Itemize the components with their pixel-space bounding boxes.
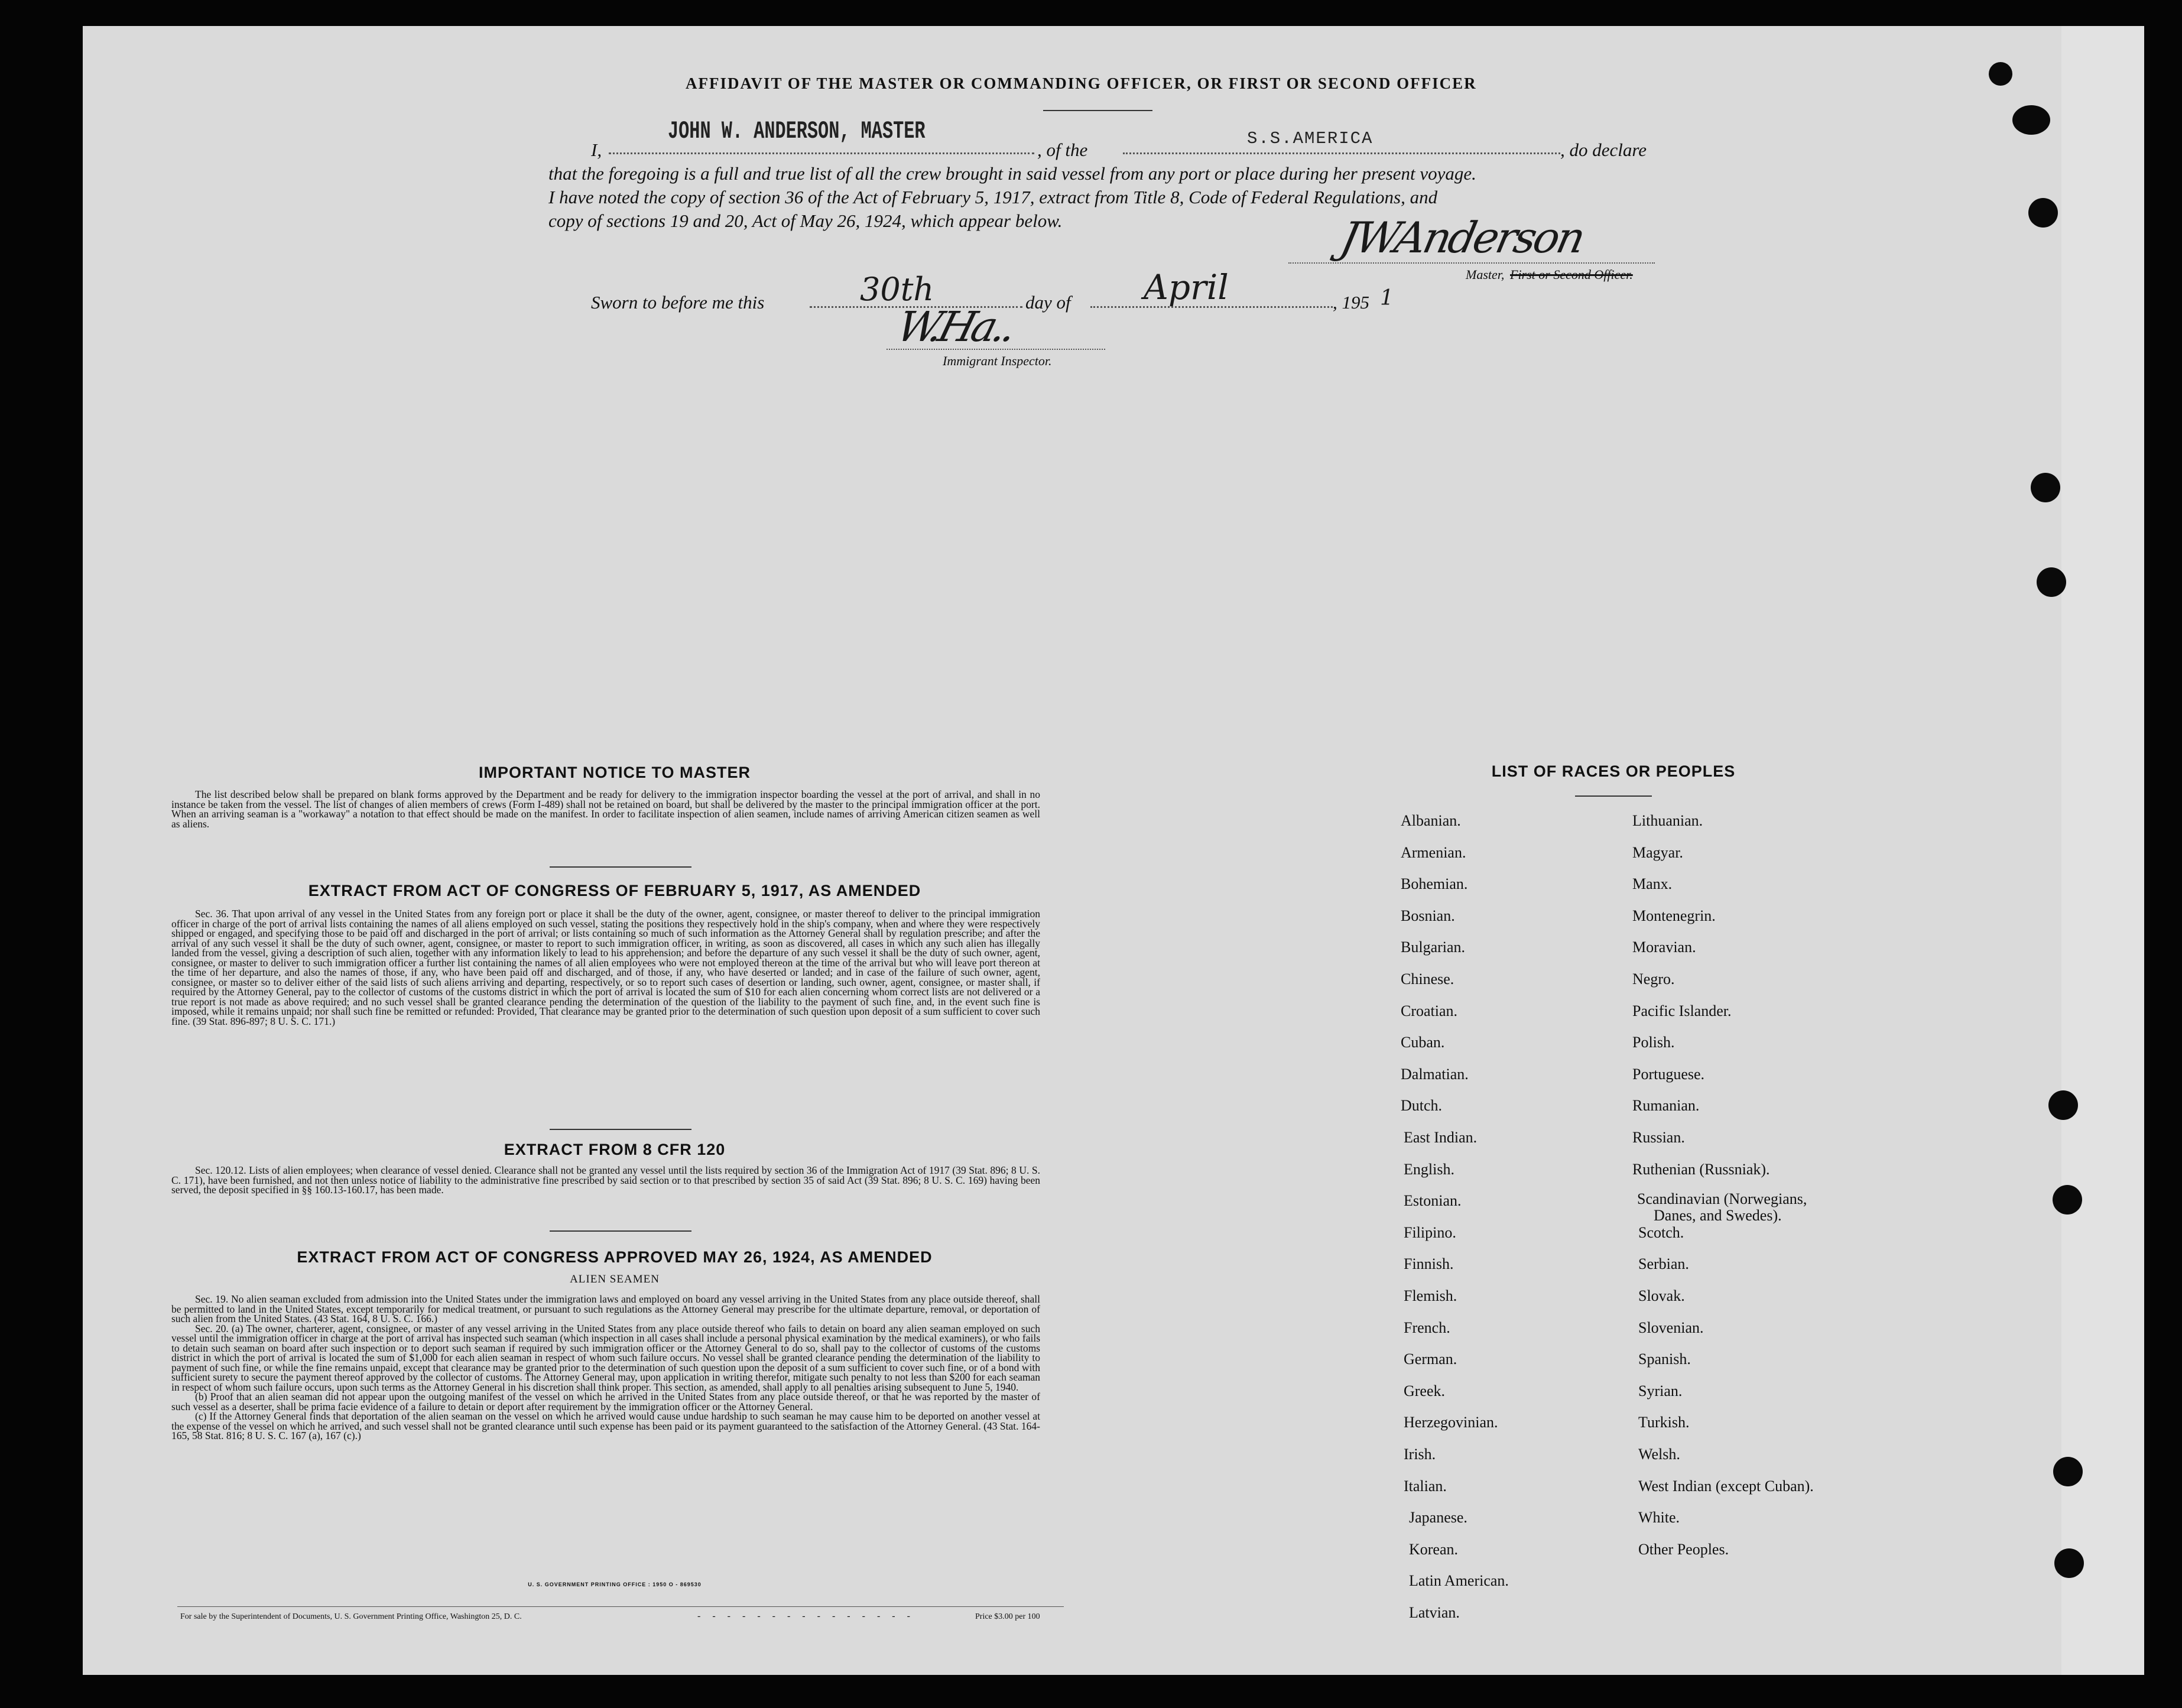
punch-hole	[2037, 567, 2066, 597]
alien-seamen-subtitle: ALIEN SEAMEN	[570, 1273, 660, 1285]
race-item: Latvian.	[1409, 1604, 1460, 1621]
cfr-body: Sec. 120.12. Lists of alien employees; when clearance of vessel denied. Clearance shall not be granted any vessel until the lists required by section 36 of the Immigration Act of 1917 (39 Stat. 896; 8 U. S. C. 171), have been furnished, and not then unless notice of liability to the administrative fine prescribed by said section or to that prescribed by section 35 of said Act (39 Stat. 896; 8 U. S. C. 169) having been served, the deposit specified in §§ 160.13-160.17, has been made.	[171, 1164, 1040, 1196]
race-item: Japanese.	[1409, 1509, 1467, 1527]
race-item: French.	[1404, 1319, 1450, 1336]
footer-dashes: - - - - - - - - - - - - - - -	[697, 1611, 915, 1621]
sec-20b: (b) Proof that an alien seaman did not appear upon the outgoing manifest of the vessel on which he arrived in the United States from any place outside thereof, or that he was reported by the master of such vessel as a deserter, shall be prima facie evidence of a failure to detain or deport after requirement by the immigration officer or the Attorney General.	[171, 1391, 1040, 1412]
race-item: German.	[1404, 1350, 1457, 1368]
race-item: Bohemian.	[1401, 875, 1468, 893]
race-item: Albanian.	[1401, 812, 1461, 829]
race-item: Greek.	[1404, 1382, 1446, 1399]
punch-hole	[2053, 1185, 2082, 1215]
race-item: Filipino.	[1404, 1223, 1456, 1241]
race-item: English.	[1404, 1160, 1454, 1178]
affidavit-title: AFFIDAVIT OF THE MASTER OR COMMANDING OFFICER, OR FIRST OR SECOND OFFICER	[686, 74, 1477, 92]
binding-strip	[2061, 26, 2144, 1675]
punch-hole	[2053, 1457, 2083, 1486]
extract-1924-body	[171, 1294, 1040, 1441]
race-item: Negro.	[1632, 970, 1675, 988]
signature-line	[1288, 262, 1655, 264]
race-item: Lithuanian.	[1632, 812, 1703, 829]
race-item: Manx.	[1632, 875, 1673, 893]
punch-hole	[2028, 198, 2058, 228]
sec-20a: Sec. 20. (a) The owner, charterer, agent, consignee, or master of any vessel arriving in the United States from any place outside thereof who fails to detain on board any alien seaman employed on such vessel until the immigration officer in charge at the port of arrival has inspected such seaman (which inspection in all cases shall include a personal physical examination by the medical examiners), or who fails to detain such seaman on board after such inspection or to deport such seaman if required by such immigration officer or the Attorney General to do so, shall pay to the collector of customs of the customs district in which the port of arrival is located the sum of $1,000 for each alien seaman in respect of whom such failure occurs. No vessel shall be granted clearance pending the determination of the liability to payment of such fine, or while the fine remains unpaid, except that clearance may be granted prior to the determination of such question upon the deposit of a sum sufficient to cover such fine, or of a bond with sufficient surety to secure the payment thereof approved by the collector of customs. The Attorney General may, upon application in writing therefor, mitigate such penalty to not less than $200 for each seaman in respect of whom such failure occurs, upon such terms as the Attorney General in his discretion shall think proper. This section, as amended, shall apply to all penalties arising subsequent to June 5, 1940.	[171, 1322, 1040, 1393]
race-item: Portuguese.	[1632, 1065, 1705, 1083]
punch-hole	[2031, 473, 2060, 502]
punch-hole	[2054, 1548, 2084, 1578]
race-item: Spanish.	[1638, 1350, 1691, 1368]
sworn-day: 30th	[860, 271, 934, 308]
race-item: Slovak.	[1638, 1287, 1685, 1304]
section-divider	[550, 1230, 691, 1232]
sale-notice: For sale by the Superintendent of Documents, U. S. Government Printing Office, Washington 25, D. C.	[180, 1612, 522, 1621]
footer-rule	[177, 1606, 1064, 1607]
name-blank	[609, 152, 1034, 154]
race-item: Flemish.	[1404, 1287, 1457, 1304]
race-item: Herzegovinian.	[1404, 1414, 1498, 1431]
race-item: Danes, and Swedes).	[1654, 1207, 1782, 1225]
race-item: Bosnian.	[1401, 907, 1455, 924]
year-prefix: , 195	[1333, 292, 1369, 313]
race-item: Scotch.	[1638, 1223, 1684, 1241]
gpo-imprint: U. S. GOVERNMENT PRINTING OFFICE : 1950 O - 869530	[528, 1582, 702, 1587]
sec-20c: (c) If the Attorney General finds that deportation of the alien seaman on the vessel on which he arrived would cause undue hardship to such seaman he may cause him to be deported on another vessel at the expense of the vessel on which he arrived, and such vessel shall not be granted clearance until such expense has been paid or its payment guaranteed to the satisfaction of the Attorney General. (43 Stat. 164-165, 58 Stat. 816; 8 U. S. C. 167 (a), 167 (c).)	[171, 1410, 1040, 1441]
race-item: Estonian.	[1404, 1192, 1462, 1210]
vessel-blank	[1123, 152, 1560, 154]
race-item: Dalmatian.	[1401, 1065, 1469, 1083]
sworn-label: Sworn to before me this	[591, 292, 765, 313]
extract-1924-title: EXTRACT FROM ACT OF CONGRESS APPROVED MAY 26, 1924, AS AMENDED	[297, 1248, 933, 1266]
race-item: Pacific Islander.	[1632, 1002, 1732, 1019]
race-item: Rumanian.	[1632, 1097, 1700, 1115]
race-item: Ruthenian (Russniak).	[1632, 1160, 1770, 1178]
race-item: East Indian.	[1404, 1129, 1478, 1146]
race-item: Polish.	[1632, 1034, 1675, 1051]
race-item: Russian.	[1632, 1129, 1685, 1146]
master-name: JOHN W. ANDERSON, MASTER	[668, 117, 926, 145]
race-item: Syrian.	[1638, 1382, 1683, 1399]
notice-body: The list described below shall be prepared on blank forms approved by the Department and be ready for delivery to the immigration inspector boarding the vessel at the port of arrival, and shall in no instance be taken from the vessel. The list of changes of alien members of crews (Form I-489) shall not be retained on board, but shall be delivered by the master to the principal immigration officer at the port. When an arriving seaman is a "workaway" a notation to that effect should be made on the manifest. In order to facilitate inspection of alien seamen, include names of arriving American citizen seamen as well as aliens.	[171, 788, 1040, 830]
race-item: Finnish.	[1404, 1255, 1454, 1273]
race-item: Korean.	[1409, 1540, 1459, 1558]
race-item: Armenian.	[1401, 843, 1466, 861]
race-item: Moravian.	[1632, 939, 1696, 956]
race-item: Bulgarian.	[1401, 939, 1466, 956]
declaration-line2: that the foregoing is a full and true list of all the crew brought in said vessel from any port or place during her present voyage.	[548, 163, 1476, 184]
extract-1917-body: Sec. 36. That upon arrival of any vessel in the United States from any foreign port or place it shall be the duty of the owner, agent, consignee, or master thereof to deliver to the principal immigration officer in charge of the port of arrival lists containing the names of all aliens employed on such vessel, stating the positions they respectively hold in the ship's company, when and where they were respectively shipped or engaged, and specifying those to be paid off and discharged in the port of arrival; or lists containing so much of such information as the Attorney General shall by regulation prescribe; and after the arrival of any such vessel it shall be the duty of such owner, agent, consignee, or master to report to such immigration officer, in writing, as soon as discovered, all cases in which any such alien has illegally landed from the vessel, giving a description of such alien, together with any information likely to lead to his apprehension; and before the departure of any such vessel it shall be the duty of such owner, agent, consignee, or master to deliver to such immigration officer a further list containing the names of all alien employees who were not employed thereon at the time of the arrival but who will leave port thereon at the time of her departure, and also the names of those, if any, who have been paid off and discharged, and of those, if any, who have deserted or landed; and in case of the failure of such owner, agent, consignee, or master so to deliver either of the said lists of such aliens arriving and departing, respectively, or so to report such cases of desertion or landing, such owner, agent, consignee, or master shall, if required by the Attorney General, pay to the collector of customs of the customs district in which the port of arrival is located the sum of $10 for each alien concerning whom correct lists are not delivered or a true report is not made as above required; and no such vessel shall be granted clearance pending the determination of the question of the liability to the payment of such fine, and, in the event such fine is imposed, while it remains unpaid; nor shall such fine be remitted or refunded: Provided, That clearance may be granted prior to the determination of such question upon deposit of a sum sufficient to cover such fine. (39 Stat. 896-897; 8 U. S. C. 171.)	[171, 908, 1040, 1027]
race-item: Montenegrin.	[1632, 907, 1716, 924]
extract-1917-title: EXTRACT FROM ACT OF CONGRESS OF FEBRUARY 5, 1917, AS AMENDED	[308, 882, 921, 900]
punch-hole	[2048, 1090, 2078, 1120]
punch-hole	[1989, 62, 2012, 86]
declaration-i: I,	[591, 139, 602, 160]
cfr-title: EXTRACT FROM 8 CFR 120	[504, 1141, 726, 1158]
races-title: LIST OF RACES OR PEOPLES	[1491, 762, 1736, 780]
section-divider	[550, 866, 691, 868]
of-the-text: , of the	[1037, 139, 1088, 160]
struck-caption: First or Second Officer.	[1510, 267, 1633, 282]
year-digit: 1	[1380, 286, 1394, 310]
race-item: Irish.	[1404, 1446, 1436, 1463]
race-item: Other Peoples.	[1638, 1540, 1729, 1558]
vessel-name: S.S.AMERICA	[1247, 129, 1374, 148]
notice-title: IMPORTANT NOTICE TO MASTER	[479, 764, 751, 781]
races-left-column	[1401, 812, 1613, 1628]
races-right-column	[1632, 812, 1916, 1628]
inspector-caption: Immigrant Inspector.	[943, 353, 1052, 368]
race-item: Welsh.	[1638, 1446, 1680, 1463]
race-item: Croatian.	[1401, 1002, 1458, 1019]
race-item: White.	[1638, 1509, 1680, 1527]
race-item: Slovenian.	[1638, 1319, 1704, 1336]
punch-hole	[2012, 105, 2050, 135]
race-item: Latin American.	[1409, 1572, 1509, 1590]
race-item: Chinese.	[1401, 970, 1454, 988]
race-item: Italian.	[1404, 1477, 1447, 1495]
sec-19: Sec. 19. No alien seaman excluded from admission into the United States under the immigration laws and employed on board any vessel arriving in the United States from any place outside thereof, shall be permitted to land in the United States, except temporarily for medical treatment, or pursuant to such regulations as the Attorney General may prescribe for the ultimate departure, removal, or deportation of such alien from the United States. (43 Stat. 164, 8 U. S. C. 166.)	[171, 1293, 1040, 1324]
section-divider	[550, 1129, 691, 1130]
master-signature: JWAnderson	[1336, 213, 1588, 262]
race-item: West Indian (except Cuban).	[1638, 1477, 1814, 1495]
day-of-text: day of	[1025, 292, 1071, 313]
race-item: Serbian.	[1638, 1255, 1689, 1273]
races-divider	[1575, 795, 1652, 797]
inspector-line	[887, 349, 1105, 350]
sworn-month: April	[1144, 267, 1229, 307]
declaration-line3: I have noted the copy of section 36 of the Act of February 5, 1917, extract from Title 8, Code of Federal Regulations, and	[548, 187, 1438, 207]
race-item: Turkish.	[1638, 1414, 1690, 1431]
race-item: Cuban.	[1401, 1034, 1445, 1051]
do-declare-text: , do declare	[1560, 139, 1647, 160]
master-caption: Master,	[1466, 267, 1505, 282]
inspector-signature: W.Ha..	[892, 303, 1019, 351]
race-item: Magyar.	[1632, 843, 1683, 861]
price-notice: Price $3.00 per 100	[975, 1612, 1040, 1621]
race-item: Dutch.	[1401, 1097, 1443, 1115]
declaration-line4: copy of sections 19 and 20, Act of May 26, 1924, which appear below.	[548, 210, 1063, 231]
race-item: Scandinavian (Norwegians,	[1637, 1190, 1807, 1208]
title-divider	[1043, 110, 1152, 111]
